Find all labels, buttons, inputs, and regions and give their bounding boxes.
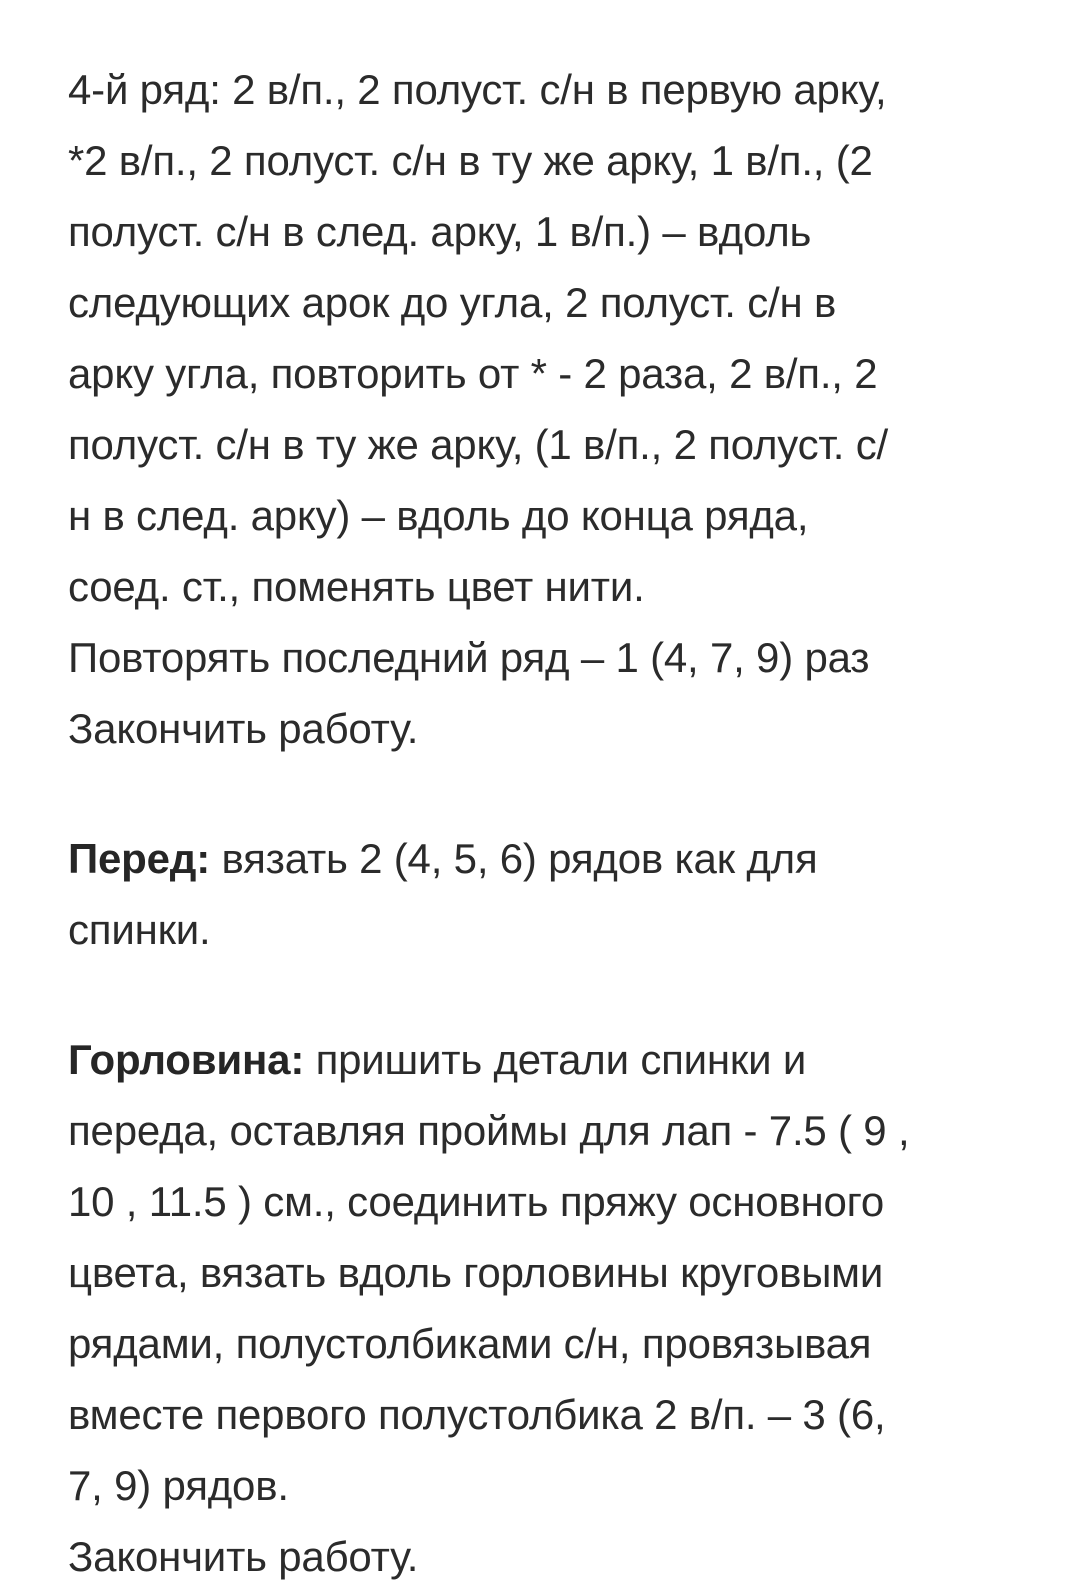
pattern-text xyxy=(68,54,1028,1592)
text-line: следующих арок до угла, 2 полуст. с/н в xyxy=(68,279,837,326)
front-first-line xyxy=(68,823,1028,894)
text-line: полуст. с/н в след. арку, 1 в/п.) – вдоль xyxy=(68,208,812,255)
text-line: цвета, вязать вдоль горловины круговыми xyxy=(68,1249,884,1296)
text-line: переда, оставляя проймы для лап - 7.5 ( 9 , xyxy=(68,1107,910,1154)
repeat-instruction: Повторять последний ряд – 1 (4, 7, 9) раз xyxy=(68,634,870,681)
text-line: *2 в/п., 2 полуст. с/н в ту же арку, 1 в/п., (2 xyxy=(68,137,873,184)
text-line: рядами, полустолбиками с/н, провязывая xyxy=(68,1320,872,1367)
neck-heading: Горловина: xyxy=(68,1036,305,1083)
text-line: 4-й ряд: 2 в/п., 2 полуст. с/н в первую арку, xyxy=(68,66,887,113)
neck-paragraph xyxy=(68,1024,1028,1592)
neck-first-line xyxy=(68,1024,1028,1095)
text-line: 10 , 11.5 ) см., соединить пряжу основного xyxy=(68,1178,884,1225)
paragraph-spacer xyxy=(68,965,1028,1024)
neck-text: пришить детали спинки и xyxy=(304,1036,807,1083)
front-paragraph xyxy=(68,823,1028,965)
text-line: 7, 9) рядов. xyxy=(68,1462,289,1509)
row4-paragraph xyxy=(68,54,1028,764)
finish-instruction: Закончить работу. xyxy=(68,1533,419,1580)
front-text: вязать 2 (4, 5, 6) рядов как для xyxy=(210,835,818,882)
text-line: спинки. xyxy=(68,906,211,953)
front-heading: Перед: xyxy=(68,835,211,882)
text-line: вместе первого полустолбика 2 в/п. – 3 (6, xyxy=(68,1391,886,1438)
finish-instruction: Закончить работу. xyxy=(68,705,419,752)
text-line: н в след. арку) – вдоль до конца ряда, xyxy=(68,492,809,539)
paragraph-spacer xyxy=(68,764,1028,823)
text-line: арку угла, повторить от * - 2 раза, 2 в/п., 2 xyxy=(68,350,878,397)
text-line: соед. ст., поменять цвет нити. xyxy=(68,563,645,610)
text-line: полуст. с/н в ту же арку, (1 в/п., 2 полуст. с/ xyxy=(68,421,889,468)
